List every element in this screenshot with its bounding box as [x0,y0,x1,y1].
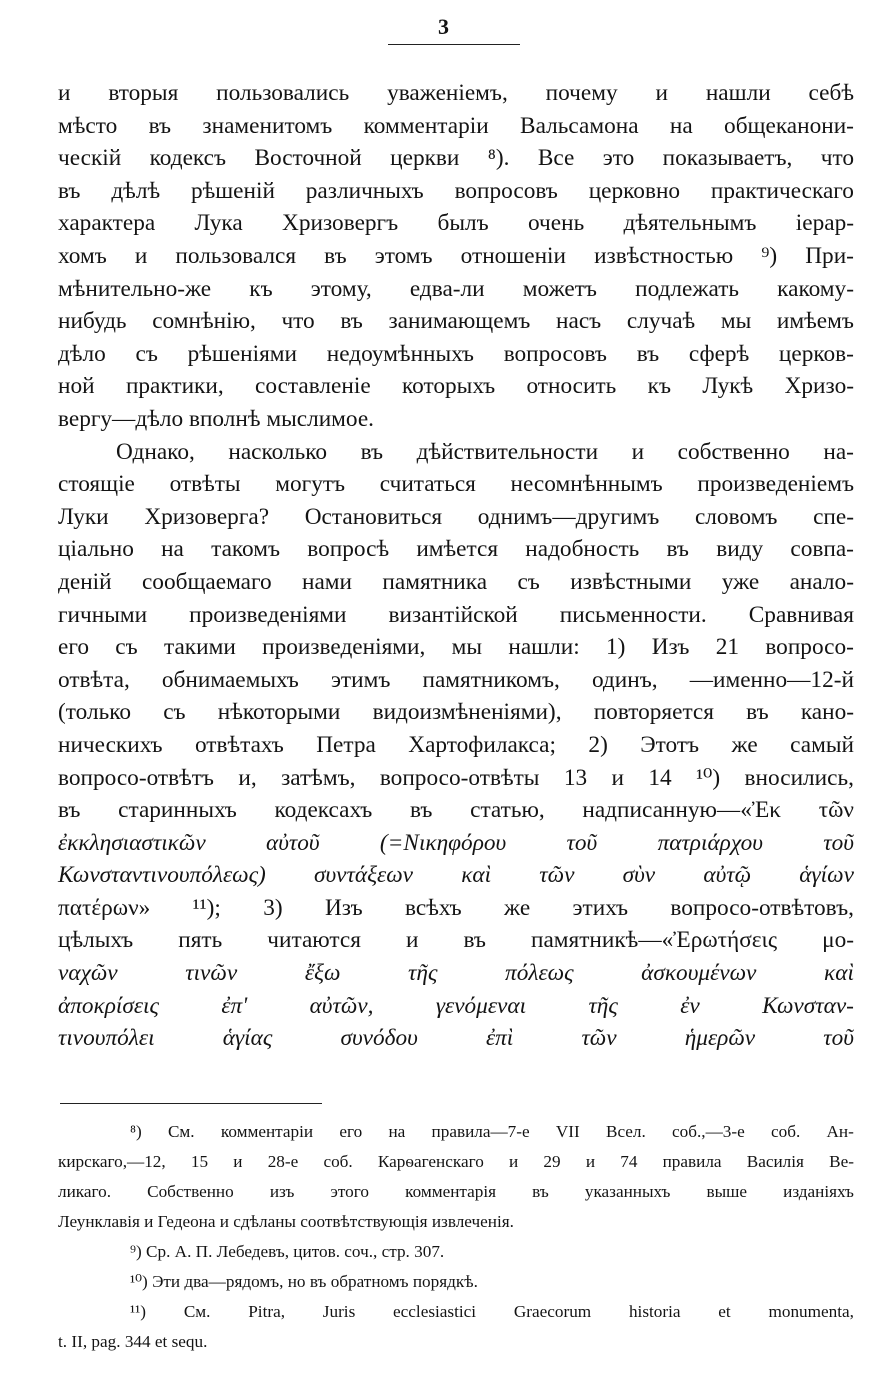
text-line: отвѣта, обнимаемыхъ этимъ памятникомъ, одинъ, —именно—12-й [58,666,854,693]
footnote-line: ¹¹) См. Pitra, Juris ecclesiastici Graecorum historia et monumenta, [130,1302,854,1321]
greek-text-line: ναχῶν τινῶν ἔξω τῆς πόλεως ἀσκουμένων καὶ [58,960,854,987]
footnote-line: ⁹) Ср. А. П. Лебедевъ, цитов. соч., стр. 307. [130,1242,445,1261]
footnote-line: Леунклавія и Гедеона и сдѣланы соотвѣтствующія извлеченія. [58,1212,514,1231]
text-line: хомъ и пользовался въ этомъ отношеніи извѣстностью ⁹) При- [58,242,854,269]
main-text [58,80,854,1058]
text-line: въ дѣлѣ рѣшеній различныхъ вопросовъ церковно практическаго [58,177,854,204]
text-line: дѣло съ рѣшеніями недоумѣнныхъ вопросовъ въ сферѣ церков- [58,340,854,367]
text-line: цѣлыхъ пять читаются и въ памятникѣ—«Ἐρωτήσεις μο- [58,927,854,954]
greek-text-line: τινουπόλει ἁγίας συνόδου ἐπὶ τῶν ἡμερῶν τοῦ [58,1025,854,1052]
text-line: мѣнительно-же къ этому, едва-ли можетъ подлежать какому- [58,275,854,302]
text-line: Однако, насколько въ дѣйствительности и собственно на- [116,438,854,465]
text-line: πατέρων» ¹¹); 3) Изъ всѣхъ же этихъ вопросо-отвѣтовъ, [58,894,854,921]
text-line: деній сообщаемаго нами памятника съ извѣстными уже анало- [58,568,854,595]
footnote-rule [60,1103,322,1104]
text-line: характера Лука Хризовергъ былъ очень дѣятельнымъ іерар- [58,210,854,237]
text-line: и вторыя пользовались уваженіемъ, почему и нашли себѣ [58,80,854,106]
text-line: въ старинныхъ кодексахъ въ статью, надписанную—«Ἐκ τῶν [58,797,854,824]
text-line: мѣсто въ знаменитомъ комментаріи Вальсамона на общеканони- [58,112,854,139]
text-line: ническихъ отвѣтахъ Петра Хартофилакса; 2) Этотъ же самый [58,731,854,758]
text-line: Луки Хризоверга? Остановиться однимъ—другимъ словомъ спе- [58,503,854,530]
text-line: ной практики, составленіе которыхъ относить къ Лукѣ Хризо- [58,373,854,400]
text-line: гичными произведеніями византійской письменности. Сравнивая [58,601,854,628]
text-line: стоящіе отвѣты могутъ считаться несомнѣннымъ произведеніемъ [58,471,854,498]
text-line: его съ такими произведеніями, мы нашли: 1) Изъ 21 вопросо- [58,634,854,661]
footnote-line: ¹⁰) Эти два—рядомъ, но въ обратномъ порядкѣ. [130,1272,478,1291]
footnotes [58,1122,854,1362]
text-line: вергу—дѣло вполнѣ мыслимое. [58,405,374,432]
text-line: ческій кодексъ Восточной церкви ⁸). Все это показываетъ, что [58,145,854,172]
page-number: 3 [438,14,449,39]
greek-text-line: ἐκκλησιαστικῶν αὐτοῦ (=Νικηφόρου τοῦ πατριάρχου τοῦ [58,829,854,856]
greek-text-line: Κωνσταντινουπόλεως) συντάξεων καὶ τῶν σὺν αὐτῷ ἁγίων [58,862,854,889]
header-rule [388,44,520,45]
text-line: вопросо-отвѣтъ и, затѣмъ, вопросо-отвѣты 13 и 14 ¹⁰) вносились, [58,765,854,792]
footnote-line: ⁸) См. комментаріи его на правила—7-е VII Всел. соб.,—3-е соб. Ан- [130,1122,854,1141]
text-line: (только съ нѣкоторыми видоизмѣненіями), повторяется въ кано- [58,699,854,726]
text-line: нибудь сомнѣнію, что въ занимающемъ насъ случаѣ мы имѣемъ [58,308,854,335]
text-line: ціально на такомъ вопросѣ имѣется надобность въ виду совпа- [58,536,854,563]
footnote-line: кирскаго,—12, 15 и 28-е соб. Карѳагенскаго и 29 и 74 правила Василія Ве- [58,1152,854,1171]
footnote-line: t. II, pag. 344 et sequ. [58,1332,208,1351]
greek-text-line: ἀποκρίσεις ἐπ' αὐτῶν, γενόμεναι τῆς ἐν Κωνσταν- [58,992,854,1019]
footnote-line: ликаго. Собственно изъ этого комментарія въ указанныхъ выше изданіяхъ [58,1182,854,1201]
